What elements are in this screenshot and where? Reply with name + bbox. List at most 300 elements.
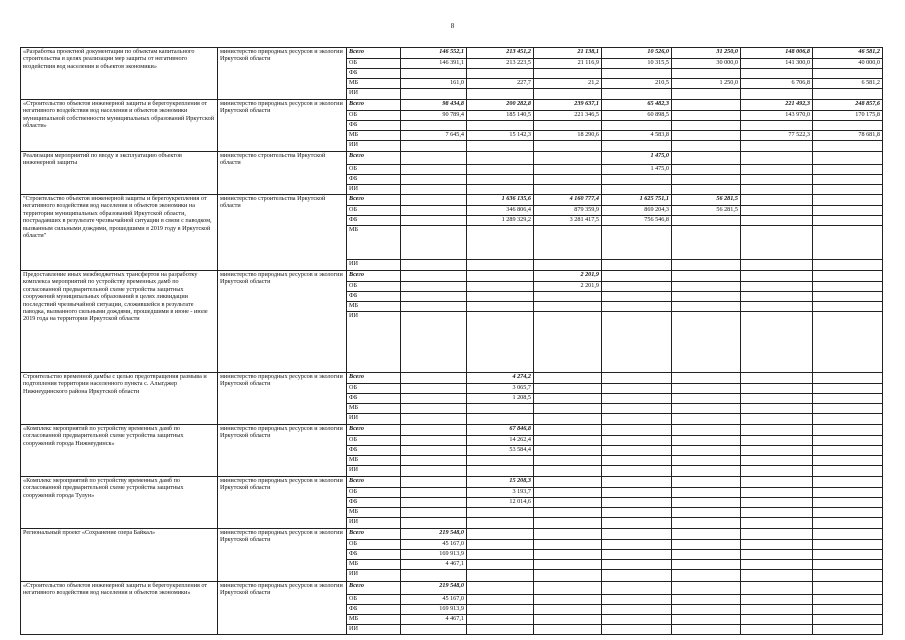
amount-cell (602, 373, 672, 384)
measure-description: Предоставление иных межбюджетных трансфертов на разработку комплекса мероприятий по устройству временных дамб по согласованной предварительной схеме устройства защитных сооружений муниципальных образований в целях ликвидации последствий чрезвычайной ситуации, сложившейся в результате паводка, вызванного сильными дождями, прошедшими в июне - июле 2019 года на территории Иркутской области (21, 271, 218, 373)
amount-cell (672, 540, 741, 550)
funding-source-label: ОБ (347, 436, 401, 446)
amount-cell (534, 498, 602, 508)
amount-cell (813, 477, 883, 488)
amount-cell (602, 384, 672, 394)
amount-cell (672, 615, 741, 625)
amount-cell (813, 302, 883, 312)
amount-cell: 4 467,1 (401, 615, 467, 625)
amount-cell (534, 529, 602, 540)
amount-cell (672, 404, 741, 414)
amount-cell (401, 271, 467, 282)
funding-source-label: ОБ (347, 540, 401, 550)
amount-cell: 45 167,0 (401, 595, 467, 605)
amount-cell (602, 185, 672, 195)
amount-cell: 12 014,6 (467, 498, 534, 508)
funding-source-label: Всего (347, 529, 401, 540)
amount-cell: 46 581,2 (813, 48, 883, 59)
measure-description: «Комплекс мероприятий по устройству временных дамб по согласованной предварительной схеме устройства защитных сооружений города Нижнеудинск» (21, 425, 218, 477)
amount-cell (401, 165, 467, 175)
amount-cell (401, 185, 467, 195)
amount-cell: 346 806,4 (467, 206, 534, 216)
amount-cell (672, 141, 741, 152)
amount-cell: 210,5 (602, 79, 672, 89)
amount-cell: 4 583,8 (602, 131, 672, 141)
funding-source-label: Всего (347, 48, 401, 59)
funding-source-label: ИИ (347, 414, 401, 425)
funding-source-label: Всего (347, 195, 401, 206)
amount-cell (741, 373, 813, 384)
funding-source-label: ОБ (347, 111, 401, 121)
amount-cell (401, 152, 467, 165)
amount-cell (467, 615, 534, 625)
amount-cell (401, 570, 467, 582)
amount-cell (813, 175, 883, 185)
amount-cell (467, 582, 534, 595)
amount-cell (813, 560, 883, 570)
amount-cell: 6 706,8 (741, 79, 813, 89)
amount-cell (741, 625, 813, 635)
funding-source-label: Всего (347, 425, 401, 436)
amount-cell (534, 488, 602, 498)
amount-cell (672, 477, 741, 488)
funding-source-label: ОБ (347, 59, 401, 69)
funding-source-label: ФБ (347, 446, 401, 456)
amount-cell (813, 394, 883, 404)
amount-cell (401, 260, 467, 271)
amount-cell (672, 69, 741, 79)
amount-cell (602, 89, 672, 100)
amount-cell (534, 175, 602, 185)
amount-cell: 45 167,0 (401, 540, 467, 550)
amount-cell (813, 216, 883, 226)
amount-cell (813, 615, 883, 625)
amount-cell (672, 216, 741, 226)
amount-cell (813, 425, 883, 436)
amount-cell: 143 970,0 (741, 111, 813, 121)
amount-cell (534, 260, 602, 271)
amount-cell (813, 508, 883, 518)
amount-cell: 3 065,7 (467, 384, 534, 394)
measure-description: Реализация мероприятий по вводу в эксплуатацию объектов инженерной защиты (21, 152, 218, 195)
amount-cell (467, 292, 534, 302)
funding-source-label: Всего (347, 271, 401, 282)
amount-cell (741, 540, 813, 550)
amount-cell: 213 223,5 (467, 59, 534, 69)
amount-cell (467, 508, 534, 518)
responsible-executor: министерство строительства Иркутской области (218, 195, 347, 271)
funding-source-label: ОБ (347, 488, 401, 498)
amount-cell (813, 498, 883, 508)
funding-source-label: МБ (347, 79, 401, 89)
amount-cell (534, 508, 602, 518)
amount-cell: 3 281 417,5 (534, 216, 602, 226)
amount-cell: 10 526,0 (602, 48, 672, 59)
amount-cell (813, 373, 883, 384)
amount-cell (602, 498, 672, 508)
amount-cell (741, 508, 813, 518)
amount-cell: 2 201,9 (534, 282, 602, 292)
amount-cell (534, 518, 602, 529)
amount-cell (672, 226, 741, 260)
amount-cell (602, 69, 672, 79)
amount-cell (741, 595, 813, 605)
responsible-executor: министерство строительства Иркутской области (218, 152, 347, 195)
amount-cell: 90 789,4 (401, 111, 467, 121)
amount-cell (467, 466, 534, 477)
funding-source-label: ИИ (347, 185, 401, 195)
funding-source-label: МБ (347, 302, 401, 312)
amount-cell (602, 175, 672, 185)
table-row (21, 152, 883, 165)
funding-source-label: МБ (347, 615, 401, 625)
amount-cell (602, 615, 672, 625)
amount-cell (467, 404, 534, 414)
amount-cell (534, 425, 602, 436)
amount-cell (401, 195, 467, 206)
amount-cell (467, 185, 534, 195)
amount-cell (534, 595, 602, 605)
amount-cell (401, 414, 467, 425)
amount-cell (741, 69, 813, 79)
amount-cell (602, 260, 672, 271)
amount-cell (602, 582, 672, 595)
amount-cell: 21,2 (534, 79, 602, 89)
amount-cell (602, 550, 672, 560)
funding-source-label: Всего (347, 477, 401, 488)
amount-cell (813, 518, 883, 529)
amount-cell: 15 142,3 (467, 131, 534, 141)
amount-cell (401, 425, 467, 436)
amount-cell: 170 175,8 (813, 111, 883, 121)
amount-cell (672, 312, 741, 373)
amount-cell: 6 581,2 (813, 79, 883, 89)
funding-source-label: ИИ (347, 141, 401, 152)
amount-cell (467, 456, 534, 466)
amount-cell (602, 394, 672, 404)
amount-cell: 161,0 (401, 79, 467, 89)
amount-cell (534, 384, 602, 394)
amount-cell (534, 605, 602, 615)
amount-cell (741, 498, 813, 508)
amount-cell (602, 560, 672, 570)
amount-cell (741, 165, 813, 175)
amount-cell (534, 373, 602, 384)
amount-cell: 78 681,8 (813, 131, 883, 141)
amount-cell (741, 282, 813, 292)
amount-cell (672, 456, 741, 466)
amount-cell: 3 193,7 (467, 488, 534, 498)
funding-source-label: ИИ (347, 312, 401, 373)
amount-cell (401, 446, 467, 456)
amount-cell: 56 281,5 (672, 195, 741, 206)
funding-source-label: ОБ (347, 282, 401, 292)
amount-cell (813, 260, 883, 271)
amount-cell (813, 384, 883, 394)
amount-cell (401, 477, 467, 488)
amount-cell (602, 302, 672, 312)
amount-cell (741, 226, 813, 260)
amount-cell: 146 552,1 (401, 48, 467, 59)
amount-cell (467, 226, 534, 260)
amount-cell: 185 140,5 (467, 111, 534, 121)
funding-source-label: ФБ (347, 121, 401, 131)
amount-cell (672, 550, 741, 560)
table-row (21, 100, 883, 111)
funding-source-label: ФБ (347, 175, 401, 185)
measure-description: «Разработка проектной документации по объектам капитального строительства в целях реализации мер защиты от негативного воздействия вод населения и объектов экономики» (21, 48, 218, 100)
amount-cell (401, 216, 467, 226)
amount-cell (467, 312, 534, 373)
funding-source-label: МБ (347, 404, 401, 414)
amount-cell (401, 466, 467, 477)
amount-cell (401, 226, 467, 260)
amount-cell: 2 201,9 (534, 271, 602, 282)
amount-cell (534, 615, 602, 625)
amount-cell: 879 359,9 (534, 206, 602, 216)
amount-cell (741, 466, 813, 477)
amount-cell (534, 121, 602, 131)
amount-cell (672, 282, 741, 292)
funding-source-label: ОБ (347, 595, 401, 605)
amount-cell (534, 141, 602, 152)
funding-source-label: Всего (347, 152, 401, 165)
amount-cell: 31 250,0 (672, 48, 741, 59)
amount-cell (534, 302, 602, 312)
amount-cell: 869 204,3 (602, 206, 672, 216)
amount-cell (813, 550, 883, 560)
amount-cell (741, 141, 813, 152)
amount-cell (534, 312, 602, 373)
amount-cell (813, 582, 883, 595)
funding-source-label: МБ (347, 226, 401, 260)
amount-cell: 1 289 329,2 (467, 216, 534, 226)
amount-cell (467, 595, 534, 605)
amount-cell (467, 414, 534, 425)
amount-cell: 1 475,0 (602, 165, 672, 175)
funding-source-label: ИИ (347, 518, 401, 529)
page-number: 8 (450, 22, 455, 30)
amount-cell (602, 529, 672, 540)
amount-cell (401, 625, 467, 635)
amount-cell (602, 508, 672, 518)
amount-cell (813, 625, 883, 635)
responsible-executor: министерство природных ресурсов и экологии Иркутской области (218, 425, 347, 477)
amount-cell: 1 636 135,6 (467, 195, 534, 206)
amount-cell (672, 466, 741, 477)
amount-cell (467, 121, 534, 131)
amount-cell (741, 260, 813, 271)
amount-cell (401, 373, 467, 384)
amount-cell (672, 131, 741, 141)
amount-cell (534, 292, 602, 302)
amount-cell: 1 625 751,1 (602, 195, 672, 206)
amount-cell: 213 451,2 (467, 48, 534, 59)
amount-cell: 67 846,8 (467, 425, 534, 436)
amount-cell (534, 404, 602, 414)
amount-cell (741, 425, 813, 436)
funding-source-label: ИИ (347, 466, 401, 477)
amount-cell (741, 152, 813, 165)
amount-cell: 21 116,9 (534, 59, 602, 69)
amount-cell: 60 898,5 (602, 111, 672, 121)
funding-source-label: МБ (347, 508, 401, 518)
amount-cell (741, 570, 813, 582)
amount-cell: 148 006,8 (741, 48, 813, 59)
amount-cell (741, 488, 813, 498)
amount-cell (602, 404, 672, 414)
amount-cell: 7 645,4 (401, 131, 467, 141)
table-row (21, 195, 883, 206)
amount-cell (401, 384, 467, 394)
amount-cell: 221 346,5 (534, 111, 602, 121)
measure-description: «Строительство объектов инженерной защиты и берегоукрепления от негативного воздействия вод населения и объектов экономики» (21, 582, 218, 635)
responsible-executor: министерство природных ресурсов и экологии Иркутской области (218, 373, 347, 425)
amount-cell (602, 605, 672, 615)
amount-cell (401, 404, 467, 414)
funding-source-label: Всего (347, 582, 401, 595)
amount-cell: 219 548,0 (401, 582, 467, 595)
amount-cell (467, 605, 534, 615)
table-row (21, 582, 883, 595)
amount-cell (467, 540, 534, 550)
amount-cell (534, 226, 602, 260)
amount-cell (467, 550, 534, 560)
amount-cell (813, 466, 883, 477)
amount-cell (813, 540, 883, 550)
amount-cell (401, 508, 467, 518)
funding-source-label: МБ (347, 560, 401, 570)
amount-cell (401, 121, 467, 131)
table-body (21, 48, 883, 635)
amount-cell (602, 625, 672, 635)
amount-cell (534, 456, 602, 466)
amount-cell (813, 446, 883, 456)
amount-cell (467, 560, 534, 570)
amount-cell (741, 456, 813, 466)
amount-cell (602, 570, 672, 582)
amount-cell: 15 208,3 (467, 477, 534, 488)
amount-cell (401, 292, 467, 302)
amount-cell: 200 282,8 (467, 100, 534, 111)
responsible-executor: министерство природных ресурсов и экологии Иркутской области (218, 271, 347, 373)
amount-cell (602, 456, 672, 466)
amount-cell (602, 414, 672, 425)
amount-cell (602, 518, 672, 529)
amount-cell (467, 570, 534, 582)
amount-cell: 227,7 (467, 79, 534, 89)
amount-cell: 4 274,2 (467, 373, 534, 384)
amount-cell (672, 271, 741, 282)
amount-cell (741, 121, 813, 131)
amount-cell (467, 175, 534, 185)
amount-cell (602, 292, 672, 302)
amount-cell (401, 69, 467, 79)
amount-cell (602, 540, 672, 550)
amount-cell (813, 414, 883, 425)
amount-cell (672, 570, 741, 582)
amount-cell (741, 436, 813, 446)
funding-source-label: ИИ (347, 570, 401, 582)
amount-cell (401, 436, 467, 446)
funding-source-label: ФБ (347, 550, 401, 560)
amount-cell (602, 282, 672, 292)
table-row (21, 425, 883, 436)
amount-cell (467, 152, 534, 165)
amount-cell (534, 550, 602, 560)
budget-table (20, 47, 883, 635)
amount-cell (672, 111, 741, 121)
amount-cell (467, 625, 534, 635)
amount-cell (401, 89, 467, 100)
amount-cell (672, 292, 741, 302)
amount-cell (602, 477, 672, 488)
amount-cell (741, 89, 813, 100)
table-row (21, 373, 883, 384)
amount-cell (467, 89, 534, 100)
amount-cell (813, 165, 883, 175)
responsible-executor: министерство природных ресурсов и экологии Иркутской области (218, 529, 347, 582)
amount-cell: 98 434,8 (401, 100, 467, 111)
funding-source-label: МБ (347, 131, 401, 141)
amount-cell (534, 466, 602, 477)
funding-source-label: ИИ (347, 89, 401, 100)
funding-source-label: Всего (347, 373, 401, 384)
amount-cell (672, 625, 741, 635)
amount-cell (467, 529, 534, 540)
amount-cell (813, 141, 883, 152)
amount-cell (534, 185, 602, 195)
amount-cell (534, 89, 602, 100)
amount-cell (672, 414, 741, 425)
amount-cell (672, 582, 741, 595)
measure-description: Строительство временной дамбы с целью предотвращения размыва и подтопления территории населенного пункта с. Алыгджер Нижнеудинского района Иркутской области (21, 373, 218, 425)
amount-cell (534, 69, 602, 79)
funding-source-label: Всего (347, 100, 401, 111)
amount-cell: 1 250,0 (672, 79, 741, 89)
amount-cell: 30 000,0 (672, 59, 741, 69)
amount-cell (534, 477, 602, 488)
amount-cell (602, 436, 672, 446)
funding-source-label: ОБ (347, 384, 401, 394)
amount-cell (534, 152, 602, 165)
amount-cell (602, 446, 672, 456)
amount-cell (602, 141, 672, 152)
amount-cell (534, 540, 602, 550)
amount-cell (534, 414, 602, 425)
amount-cell (672, 260, 741, 271)
amount-cell (401, 141, 467, 152)
amount-cell (741, 394, 813, 404)
amount-cell (741, 312, 813, 373)
amount-cell (672, 436, 741, 446)
amount-cell: 219 548,0 (401, 529, 467, 540)
amount-cell (741, 414, 813, 425)
amount-cell: 1 208,5 (467, 394, 534, 404)
amount-cell (741, 384, 813, 394)
amount-cell (401, 488, 467, 498)
measure-description: Региональный проект «Сохранение озера Байкал» (21, 529, 218, 582)
amount-cell (534, 570, 602, 582)
amount-cell: 56 281,5 (672, 206, 741, 216)
amount-cell (672, 595, 741, 605)
amount-cell (672, 529, 741, 540)
amount-cell (534, 582, 602, 595)
amount-cell (813, 529, 883, 540)
responsible-executor: министерство природных ресурсов и экологии Иркутской области (218, 100, 347, 152)
measure-description: "Строительство объектов инженерной защиты и берегоукрепления от негативного воздействия вод населения и объектов экономики на территории муниципальных образований Иркутской области, пострадавших в результате чрезвычайной ситуации в связи с паводком, вызванным сильными дождями, прошедшими в 2019 году в Иркутской области" (21, 195, 218, 271)
amount-cell (813, 152, 883, 165)
